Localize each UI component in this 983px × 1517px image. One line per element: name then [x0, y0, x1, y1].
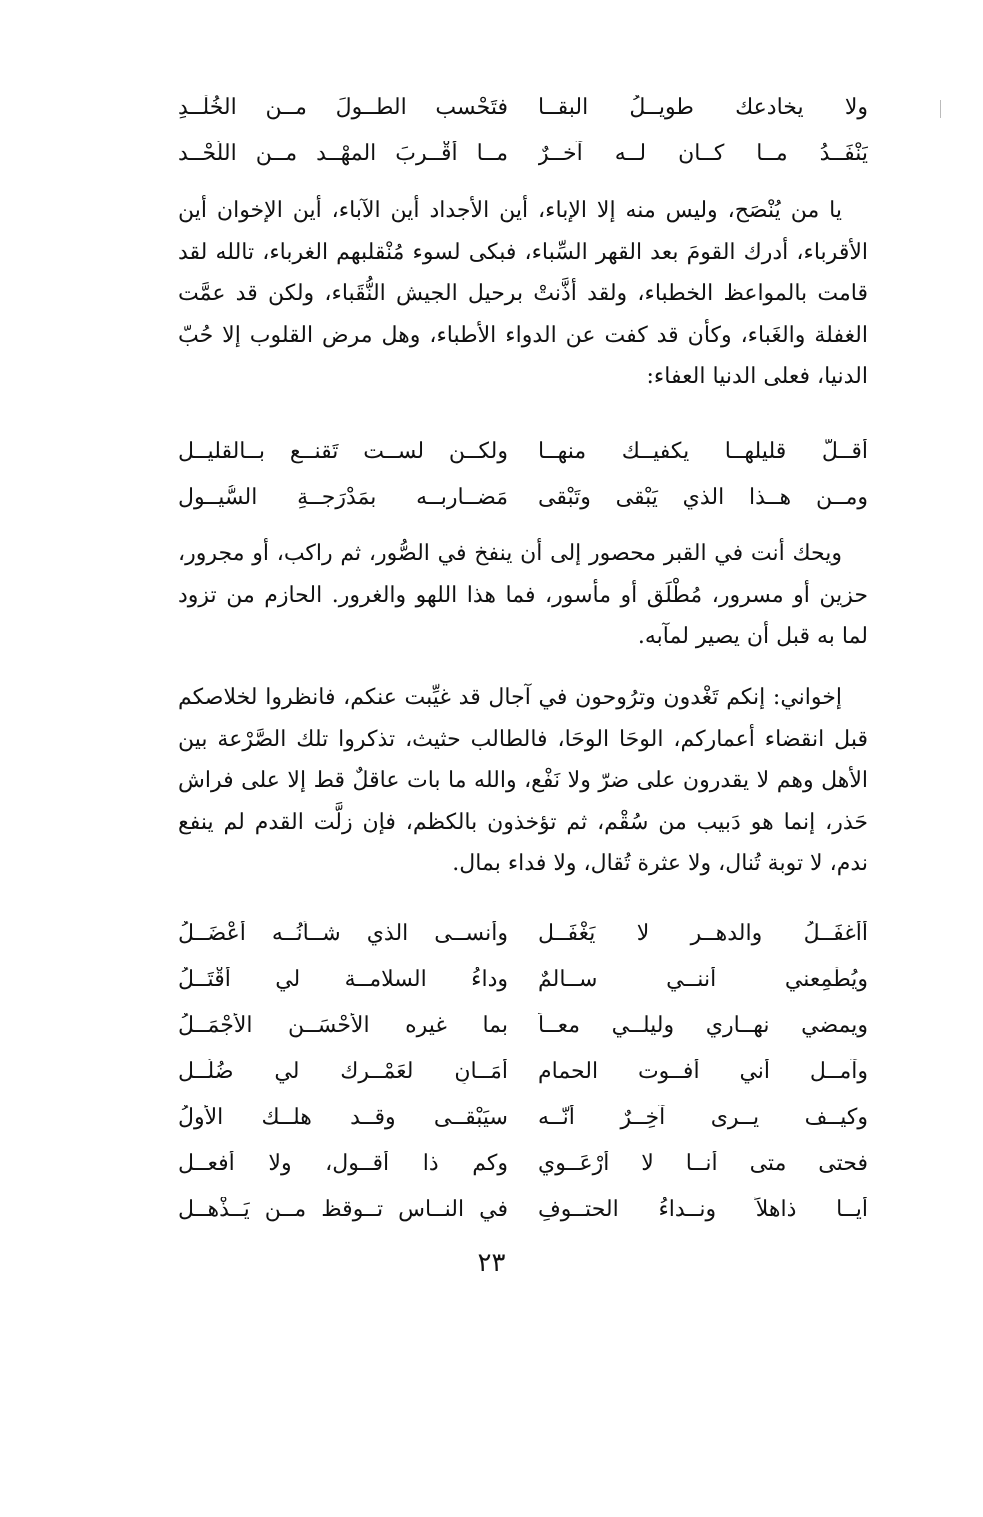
page-number: ٢٣ [477, 1248, 506, 1278]
hemistich-left: فتَحْسب الطــولَ مــن الخُلْــدِ [178, 94, 508, 120]
hemistich-left: مــا أَقْــربَ المهْــد مــن اللَّحْــد [178, 140, 508, 166]
hemistich-left: وأنســى الذي شــأنُــه أعْضَــلُ [178, 920, 508, 946]
paragraph-2: ويحك أنت في القبر محصور إلى أن ينفخ في الصُّور، ثم راكب، أو مجرور، حزين أو مسرور، مُطْلَق أو مأسور، فما هذا اللهو والغرور. الحازم من تزود لما به قبل أن يصير لمآبه. [178, 541, 868, 649]
hemistich-right: ومــن هــذا الذي يَبْقى وتَبْقى [538, 484, 868, 510]
hemistich-left: في النــاس تــوقظ مــن يَــذْهــل [178, 1196, 508, 1222]
paragraph-1-container [178, 190, 868, 398]
verse-line [178, 428, 868, 474]
hemistich-left: وداءُ السلامــة لي أَقْتَــلُ [178, 966, 508, 992]
verse-line [178, 84, 868, 130]
verse-line [178, 1140, 868, 1186]
verse-line [178, 956, 868, 1002]
hemistich-right: ويُطْمِعني أننــي ســالمٌ [538, 966, 868, 992]
hemistich-right: وآمــل أني أفــوت الحمام [538, 1058, 868, 1084]
scan-margin-mark [940, 100, 941, 118]
paragraph-3: إخواني: إنكم تَغْدون وترُوحون في آجال قد غيِّبت عنكم، فانظروا لخلاصكم قبل انقضاء أعماركم، الوحَا الوحَا، فالطالب حثيث، تذكروا تلك الصَّرْعة بين الأهل وهم لا يقدرون على ضرّ ولا نَفْع، والله ما بات عاقلٌ قط إلا على فراش حَذر، إنما هو دَبيب من سُقْم، ثم تؤخذون بالكظم، فإن زلَّت القدم لم ينفع ندم، لا توبة تُنال، ولا عثرة تُقال، ولا فداء بمال. [178, 685, 868, 876]
hemistich-right: يَنْفَــدُ مــا كــان لــه آخــرٌ [538, 140, 868, 166]
hemistich-left: ولكــن لســت تَقنــع بــالقليــل [178, 438, 508, 464]
verse-line [178, 1186, 868, 1232]
paragraph-3-container [178, 677, 868, 885]
paragraph-2-container [178, 533, 868, 658]
verse-line [178, 1002, 868, 1048]
verse-line [178, 1094, 868, 1140]
hemistich-left: سيَبْقــى وقــد هلــك الأولُ [178, 1104, 508, 1130]
verse-block-3 [178, 910, 868, 1232]
hemistich-right: وكيــف يــرى آخِــرٌ أنّــه [538, 1104, 868, 1130]
hemistich-left: مَضــاربــه بمَدْرَجــةِ السُّيــول [178, 484, 508, 510]
verse-line [178, 1048, 868, 1094]
hemistich-left: بما غيره الأحْسَــن الأجْمَــلُ [178, 1012, 508, 1038]
hemistich-left: وكم ذا أقــول، ولا أفعــل [178, 1150, 508, 1176]
hemistich-right: أقــلُّ قليلهــا يكفيــك منهــا [538, 438, 868, 464]
hemistich-right: ويمضي نهــاري وليلــي معــاً [538, 1012, 868, 1038]
verse-line [178, 130, 868, 176]
hemistich-right: أيــا ذاهلاً ونــداءُ الحتــوفِ [538, 1196, 868, 1222]
verse-block-2 [178, 428, 868, 520]
hemistich-right: أأغفَــلُ والدهــر لا يَغْفَــل [538, 920, 868, 946]
verse-line [178, 910, 868, 956]
verse-block-1 [178, 84, 868, 176]
hemistich-right: فحتى متى أنــا لا أرْعَــوي [538, 1150, 868, 1176]
verse-line [178, 474, 868, 520]
hemistich-right: ولا يخادعك طويــلُ البقــا [538, 94, 868, 120]
hemistich-left: أمَــانٍ لعَمْــرك لي ضُلَّــل [178, 1058, 508, 1084]
paragraph-1: يا من يُنْصَح، وليس منه إلا الإباء، أين الأجداد أين الآباء، أين الإخوان أين الأقرباء، أدرك القومَ بعد القهر السِّباء، فبكى لسوء مُنْقلبهم الغرباء، تالله لقد قامت بالمواعظ الخطباء، ولقد أذَّنتْ برحيل الجيش النُّقَباء، ولكن قد عمَّت الغفلة والغَباء، وكأن قد كفت عن الدواء الأطباء، وهل مرض القلوب إلا حُبّ الدنيا، فعلى الدنيا العفاء: [178, 198, 868, 389]
